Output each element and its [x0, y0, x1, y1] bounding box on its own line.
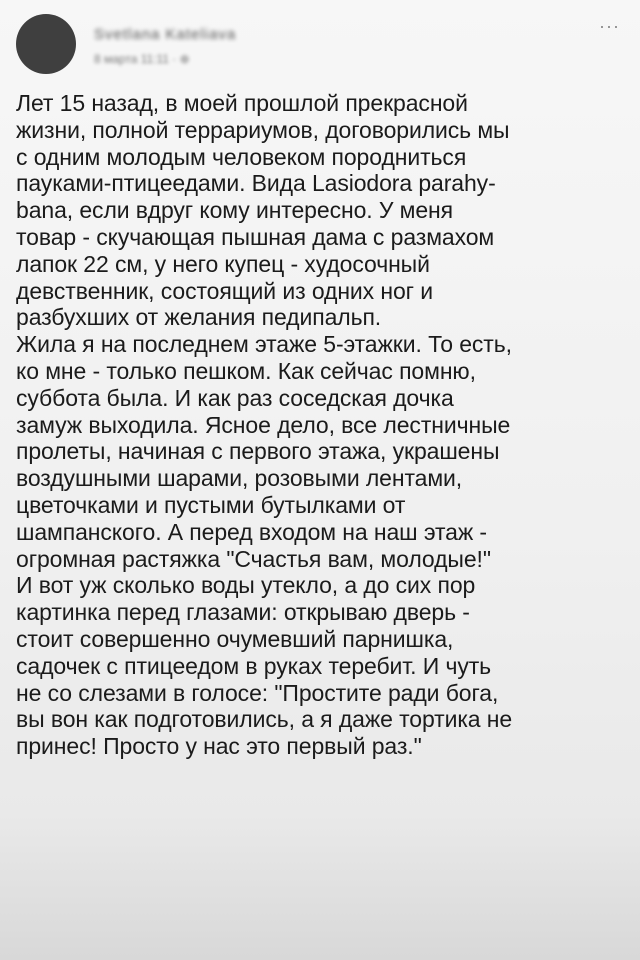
post-text-line: замуж выходила. Ясное дело, все лестничные	[16, 411, 511, 438]
post-text-line: Лет 15 назад, в моей прошлой прекрасной	[16, 90, 468, 116]
more-options-icon[interactable]: ···	[599, 16, 620, 36]
post-timestamp[interactable]: 8 марта 11:11 · ⊕	[94, 52, 190, 66]
post-text-line: девственник, состоящий из одних ног и	[16, 277, 433, 304]
post-text-line: садочек с птицеедом в руках теребит. И чуть	[16, 652, 492, 679]
post-text-line: шампанского. А перед входом на наш этаж -	[16, 518, 487, 545]
post-text-line: огромная растяжка "Счастья вам, молодые!"	[16, 545, 491, 572]
author-avatar[interactable]	[16, 14, 76, 74]
post-text-line: ко мне - только пешком. Как сейчас помню,	[16, 357, 476, 384]
post-text-line: разбухших от желания педипальп.	[16, 304, 382, 331]
post-text-line: bana, если вдруг кому интересно. У меня	[16, 197, 453, 224]
post-text-line: И вот уж сколько воды утекло, а до сих пор	[16, 572, 476, 599]
post-text-line: Жила я на последнем этаже 5-этажки. То есть,	[16, 331, 512, 358]
post-text-line: вы вон как подготовились, а я даже тортика не	[16, 706, 513, 733]
post-text-line: не со слезами в голосе: "Простите ради бога,	[16, 679, 499, 706]
post-text-line: лапок 22 см, у него купец - худосочный	[16, 250, 430, 277]
post-text-line: принес! Просто у нас это первый раз."	[16, 733, 422, 760]
post-text-line: цветочками и пустыми бутылками от	[16, 491, 406, 518]
post-text-line: воздушными шарами, розовыми лентами,	[16, 465, 463, 492]
post-text-line: стоит совершенно очумевший парнишка,	[16, 625, 454, 652]
post-text	[16, 90, 628, 760]
post-text-line: с одним молодым человеком породниться	[16, 143, 467, 170]
post-text-line: жизни, полной террариумов, договорились мы	[16, 116, 510, 143]
post-text-line: пауками-птицеедами. Вида Lasiodora parahy-	[16, 170, 496, 197]
post-text-line: товар - скучающая пышная дама с размахом	[16, 223, 495, 250]
post-text-line: картинка перед глазами: открываю дверь -	[16, 599, 470, 626]
post-text-line: пролеты, начиная с первого этажа, украшены	[16, 438, 500, 465]
post-text-line: суббота была. И как раз соседская дочка	[16, 384, 454, 411]
post-header	[16, 14, 624, 74]
author-name[interactable]: Svetlana Kateliava	[94, 26, 237, 43]
